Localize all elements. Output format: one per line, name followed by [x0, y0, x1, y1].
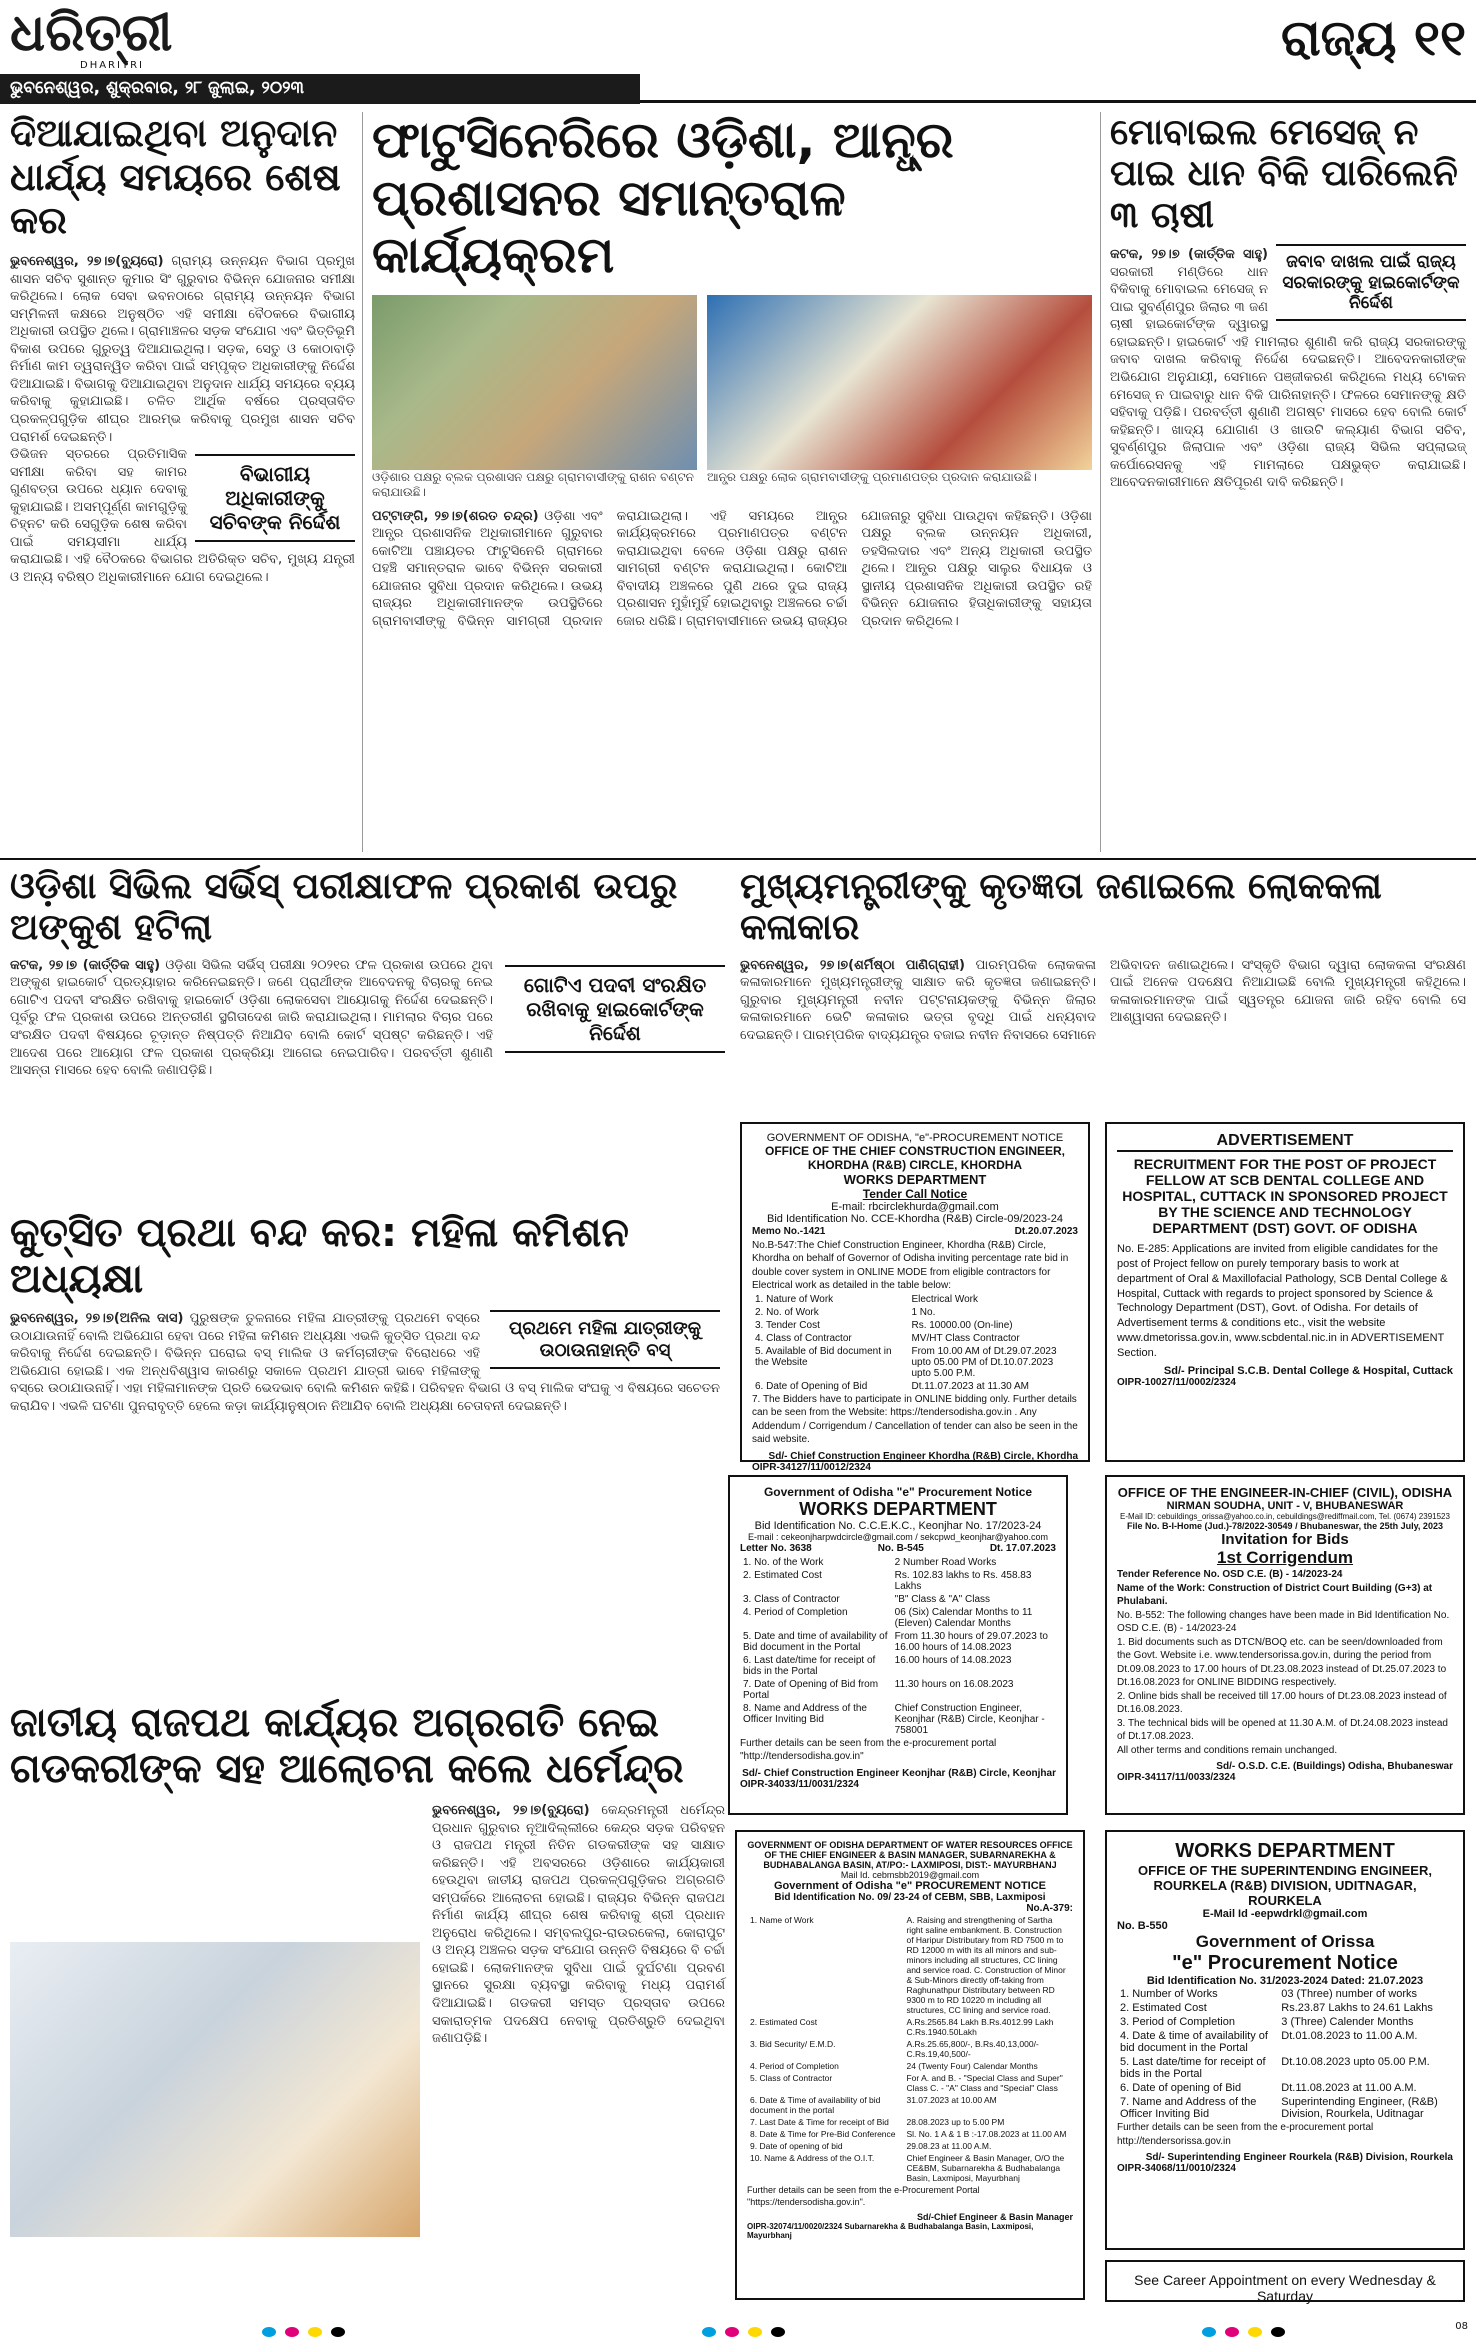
notice-eic-civil	[1105, 1475, 1465, 1815]
notice5-table-label: 4. Period of Completion	[750, 2061, 839, 2071]
story1-body	[10, 253, 355, 446]
notice4-addr: NIRMAN SOUDHA, UNIT - V, BHUBANESWAR	[1166, 1500, 1404, 1512]
notice5-table-value: For A. and B. - "Special Class and Super" Class C. - "A" Class and "Special" Class	[906, 2073, 1063, 2093]
notice5-table-value: 28.08.2023 up to 5.00 PM	[906, 2117, 1005, 2127]
notice1-table-value: From 10.00 AM of Dt.29.07.2023 upto 05.00 PM of Dt.10.07.2023 upto 5.00 P.M.	[911, 1345, 1057, 1379]
notice5-ref: OIPR-32074/11/0020/2324 Subarnarekha & Budhabalanga Basin, Laxmiposi, Mayurbhanj	[747, 2222, 1034, 2241]
notice1-table-row	[752, 1345, 1078, 1380]
notice3-table-row	[740, 1702, 1056, 1737]
notice6-footer: Further details can be seen from the e-procurement portal http://tendersorissa.gov.in	[1117, 2122, 1374, 2147]
notice6-sign: Sd/- Superintending Engineer Rourkela (R&B) Division, Rourkela	[1145, 2152, 1453, 2163]
story7-dateline: ଭୁବନେଶ୍ୱର, ୨୭।୭(ବ୍ୟୁରୋ)	[432, 1803, 590, 1818]
notice3-table-row	[740, 1556, 1056, 1569]
notice5-table-value: Sl. No. 1 A & 1 B :-17.08.2023 at 11.00 AM	[906, 2129, 1067, 2139]
notice5-bid-id: Bid Identification No. 09/ 23-24 of CEBM, SBB, Laxmiposi	[774, 1892, 1046, 1903]
story6-text: ପୁରୁଷଙ୍କ ତୁଳନାରେ ମହିଳା ଯାତ୍ରୀଙ୍କୁ ପ୍ରଥମେ ବସ୍‌ରେ ଉଠାଯାଉନାହିଁ ବୋଲି ଅଭିଯୋଗ ହେବା ପରେ ମହିଳା କମିଶନ ଅଧ୍ୟକ୍ଷା ଏଭଳି କୁତ୍ସିତ ପ୍ରଥା ବନ୍ଦ କରିବାକୁ ନିର୍ଦ୍ଦେଶ ଦେଇଛନ୍ତି। ବିଭିନ୍ନ ଘରୋଇ ବସ୍ ମାଲିକ ଓ କର୍ମଚାରୀଙ୍କ ବିରୋଧରେ ଏହି ଅଭିଯୋଗ ହୋଇଛି। ଏକ ଅନ୍ଧବିଶ୍ୱାସ କାରଣରୁ ସକାଳେ ପ୍ରଥମ ଯାତ୍ରୀ ଭାବେ ମହିଳାଙ୍କୁ ବସ୍‌ରେ ଉଠାଯାଉନାହିଁ। ଏହା ମହିଳାମାନଙ୍କ ପ୍ରତି ଭେଦଭାବ ବୋଲି କମିଶନ କହିଛି। ପରିବହନ ବିଭାଗ ଓ ବସ୍ ମାଲିକ ସଂଘକୁ ଏ ବିଷୟରେ ସଚେତନ କରାଯିବ। ଏଭଳି ଘଟଣା ପୁନରାବୃତ୍ତି ହେଲେ କଡ଼ା କାର୍ଯ୍ୟାନୁଷ୍ଠାନ ନିଆଯିବ ବୋଲି ଅଧ୍ୟକ୍ଷା ଚେତାବନୀ ଦେଇଛନ୍ତି।	[10, 1311, 720, 1414]
notice3-title1: Government of Odisha "e" Procurement Notice	[763, 1485, 1033, 1499]
notice6-bid-id: Bid Identification No. 31/2023-2024 Dated: 21.07.2023	[1146, 1975, 1424, 1987]
notice5-table-value: 31.07.2023 at 10.00 AM	[906, 2095, 997, 2105]
notice5-table-row	[747, 2016, 1073, 2038]
notice6-table-label: 7. Name and Address of the Officer Inviting Bid	[1120, 2096, 1257, 2120]
story4-body	[10, 957, 493, 1080]
notice3-table-value: From 11.30 hours of 29.07.2023 to 16.00 hours of 14.08.2023	[894, 1630, 1048, 1653]
notice6-table-row	[1117, 2001, 1453, 2015]
notice1-ref: OIPR-34127/11/0012/2324	[752, 1461, 871, 1473]
notice2-title: ADVERTISEMENT	[1117, 1132, 1453, 1152]
story-paddy-farmers	[1110, 112, 1466, 852]
notice1-table-row	[752, 1332, 1078, 1345]
notice5-table-label: 10. Name & Address of the O.I.T.	[750, 2153, 875, 2163]
story2-body	[372, 508, 1092, 888]
notice5-table-label: 5. Class of Contractor	[750, 2073, 833, 2083]
notice3-table-value: 11.30 hours on 16.08.2023	[894, 1678, 1014, 1690]
story-national-highway	[10, 1700, 725, 2310]
notice6-table-value: Dt.11.08.2023 at 11.00 A.M.	[1281, 2082, 1417, 2094]
notice5-table-value: Chief Engineer & Basin Manager, O/O the CE&BM, Subarnarekha & Budhabalanga Basin, Laxmiposi, Mayurbhanj	[906, 2153, 1065, 2183]
notice5-table-label: 7. Last Date & Time for receipt of Bid	[750, 2117, 889, 2127]
story4-dateline: କଟକ, ୨୭।୭ (କାର୍ତ୍ତିକ ସାହୁ)	[10, 957, 161, 973]
page-number: 08	[1455, 2321, 1468, 2332]
notice5-table-row	[747, 2128, 1073, 2140]
notice6-table-label: 1. Number of Works	[1120, 1988, 1218, 2000]
notice3-table-row	[740, 1593, 1056, 1606]
notice6-table-value: Dt.01.08.2023 to 11.00 A.M.	[1281, 2030, 1418, 2042]
notice3-footer: Further details can be seen from the e-procurement portal "http://tendersodisha.gov.in"	[740, 1737, 997, 1762]
notice3-table-label: 2. Estimated Cost	[743, 1569, 822, 1581]
yellow-mark	[1248, 2327, 1262, 2337]
story5-text: ପାରମ୍ପରିକ ଲୋକକଳା କଳାକାରମାନେ ମୁଖ୍ୟମନ୍ତ୍ରୀଙ୍କୁ ସାକ୍ଷାତ କରି କୃତଜ୍ଞତା ଜଣାଇଛନ୍ତି। ଗୁରୁବାର ମୁଖ୍ୟମନ୍ତ୍ରୀ ନବୀନ ପଟ୍ଟନାୟକଙ୍କୁ ବିଭିନ୍ନ ଜିଲାର କଳାକାରମାନେ ଭେଟି କଳାକାର ଭତ୍ତା ବୃଦ୍ଧି ପାଇଁ ଧନ୍ୟବାଦ ଦେଇଛନ୍ତି। ପାରମ୍ପରିକ ବାଦ୍ୟଯନ୍ତ୍ର ବଜାଇ ନବୀନ ନିବାସରେ ସେମାନେ ଅଭିବାଦନ ଜଣାଇଥିଲେ। ସଂସ୍କୃତି ବିଭାଗ ଦ୍ୱାରା ଲୋକକଳା ସଂରକ୍ଷଣ ପାଇଁ ଅନେକ ପଦକ୍ଷେପ ନିଆଯାଇଛି ବୋଲି ମୁଖ୍ୟମନ୍ତ୍ରୀ କହିଥିଲେ। କଳାକାରମାନଙ୍କ ପାଇଁ ସ୍ୱତନ୍ତ୍ର ଯୋଜନା ଜାରି ରହିବ ବୋଲି ସେ ଆଶ୍ୱାସନା ଦେଇଛନ୍ତି।	[740, 957, 1466, 1043]
notice1-title2: OFFICE OF THE CHIEF CONSTRUCTION ENGINEER, KHORDHA (R&B) CIRCLE, KHORDHA	[764, 1144, 1065, 1172]
black-mark	[1271, 2327, 1285, 2337]
notice5-title1: GOVERNMENT OF ODISHA DEPARTMENT OF WATER RESOURCES OFFICE OF THE CHIEF ENGINEER & BASIN MANAGER, SUBARNAREKHA & BUDHABALANGA BASIN, AT/PO:- LAXMIPOSI, DIST:- MAYURBHANJ	[747, 1840, 1073, 1870]
notice6-heading1: Government of Orissa	[1195, 1932, 1375, 1951]
notice5-heading: Government of Odisha "e" PROCUREMENT NOTICE	[773, 1880, 1046, 1892]
notice6-table-value: Superintending Engineer, (R&B) Division, Rourkela, Uditnagar	[1281, 2096, 1438, 2120]
notice1-footer: 7. The Bidders have to participate in ONLINE bidding only. Further details can be seen from the Website: https://tendersodisha.gov.in . Any Addendum / Corrigendum / Cancellation of tender can also be seen in the said website.	[752, 1393, 1078, 1445]
career-strip: See Career Appointment on every Wednesday & Saturday	[1105, 2260, 1465, 2302]
notice3-table-label: 8. Name and Address of the Officer Inviting Bid	[743, 1702, 867, 1725]
notice5-email: Mail Id. cebmsbb2019@gmail.com	[840, 1870, 980, 1880]
notice3-table-value: 2 Number Road Works	[894, 1556, 997, 1568]
logo-sub: DHARITRI	[80, 60, 144, 71]
story7-text: କେନ୍ଦ୍ରମନ୍ତ୍ରୀ ଧର୍ମେନ୍ଦ୍ର ପ୍ରଧାନ ଗୁରୁବାର ନୂଆଦିଲ୍ଲୀରେ କେନ୍ଦ୍ର ସଡ଼କ ପରିବହନ ଓ ରାଜପଥ ମନ୍ତ୍ରୀ ନିତିନ ଗଡକରୀଙ୍କ ସହ ସାକ୍ଷାତ କରିଛନ୍ତି। ଏହି ଅବସରରେ ଓଡ଼ିଶାରେ କାର୍ଯ୍ୟକାରୀ ହେଉଥିବା ଜାତୀୟ ରାଜପଥ ପ୍ରକଳ୍ପଗୁଡ଼ିକର ଅଗ୍ରଗତି ସମ୍ପର୍କରେ ଆଲୋଚନା ହୋଇଛି। ରାଜ୍ୟର ବିଭିନ୍ନ ରାଜପଥ ନିର୍ମାଣ କାର୍ଯ୍ୟ ଶୀଘ୍ର ଶେଷ କରିବାକୁ ଶ୍ରୀ ପ୍ରଧାନ ଅନୁରୋଧ କରିଥିଲେ। ସମ୍ବଲପୁର-ରାଉରକେଲା, କୋରାପୁଟ ଓ ଅନ୍ୟ ଅଞ୍ଚଳର ସଡ଼କ ସଂଯୋଗ ଉନ୍ନତି ବିଷୟରେ ବି ଚର୍ଚ୍ଚା ହୋଇଛି। ଲୋକମାନଙ୍କ ସୁବିଧା ପାଇଁ ଦୁର୍ଘଟଣା ପ୍ରବଣ ସ୍ଥାନରେ ସୁରକ୍ଷା ବ୍ୟବସ୍ଥା କରିବାକୁ ମଧ୍ୟ ପରାମର୍ଶ ଦିଆଯାଇଛି। ଗଡକରୀ ସମସ୍ତ ପ୍ରସ୍ତାବ ଉପରେ ସକାରାତ୍ମକ ପଦକ୍ଷେପ ନେବାକୁ ପ୍ରତିଶ୍ରୁତି ଦେଇଥିବା ଜଣାପଡ଼ିଛି।	[432, 1803, 725, 2047]
notice5-table-label: 2. Estimated Cost	[750, 2017, 818, 2027]
notice-keonjhar-works	[728, 1475, 1068, 1815]
notice3-table-value: "B" Class & "A" Class	[894, 1593, 991, 1605]
notice5-table-label: 6. Date & Time of availability of bid document in the portal	[750, 2095, 881, 2115]
notice1-table-row	[752, 1319, 1078, 1332]
yellow-mark	[748, 2327, 762, 2337]
story3-text: ସରକାରୀ ମଣ୍ଡିରେ ଧାନ ବିକିବାକୁ ମୋବାଇଲ ମେସେଜ୍ ନ ପାଇ ସୁବର୍ଣ୍ଣପୁର ଜିଲାର ୩ ଜଣ ଚାଷୀ ହାଇକୋର୍ଟଙ୍କ ଦ୍ୱାରସ୍ଥ ହୋଇଛନ୍ତି। ହାଇକୋର୍ଟ ଏହି ମାମଲାର ଶୁଣାଣି କରି ରାଜ୍ୟ ସରକାରଙ୍କୁ ଜବାବ ଦାଖଲ କରିବାକୁ ନିର୍ଦ୍ଦେଶ ଦେଇଛନ୍ତି। ଆବେଦନକାରୀଙ୍କ ଅଭିଯୋଗ ଅନୁଯାୟୀ, ସେମାନେ ପଞ୍ଜୀକରଣ କରିଥିଲେ ମଧ୍ୟ ଟୋକନ ମେସେଜ୍ ନ ପାଇବାରୁ ଧାନ ବିକି ପାରିନାହାନ୍ତି। ଫଳରେ ସେମାନଙ୍କୁ କ୍ଷତି ସହିବାକୁ ପଡ଼ିଛି। ପରବର୍ତ୍ତୀ ଶୁଣାଣି ଅଗଷ୍ଟ ମାସରେ ହେବ ବୋଲି କୋର୍ଟ କହିଛନ୍ତି। ଖାଦ୍ୟ ଯୋଗାଣ ଓ ଖାଉଟି କଲ୍ୟାଣ ବିଭାଗ ସଚିବ, ସୁବର୍ଣ୍ଣପୁର ଜିଲାପାଳ ଏବଂ ଓଡ଼ିଶା ରାଜ୍ୟ ସିଭିଲ ସପ୍ଲାଇଜ୍ କର୍ପୋରେସନକୁ ଏହି ମାମଲାରେ ପକ୍ଷଭୁକ୍ତ କରାଯାଇଛି। ଆବେଦନକାରୀମାନେ କ୍ଷତିପୂରଣ ଦାବି କରିଛନ୍ତି।	[1110, 264, 1466, 491]
notice3-table-row	[740, 1654, 1056, 1678]
notice5-footer: Further details can be seen from the e-Procurement Portal "https://tendersodisha.gov.in".	[747, 2185, 980, 2208]
notice1-table-label: 5. Available of Bid document in the Website	[755, 1345, 892, 1368]
notice2-heading: RECRUITMENT FOR THE POST OF PROJECT FELLOW AT SCB DENTAL COLLEGE AND HOSPITAL, CUTTACK IN SPONSORED PROJECT BY THE SCIENCE AND TECHNOLOGY DEPARTMENT (DST) GOVT. OF ODISHA	[1122, 1156, 1448, 1236]
notice-khordha-tender	[740, 1122, 1090, 1473]
notice5-table-value: 29.08.23 at 11.00 A.M.	[906, 2141, 992, 2151]
notice3-email: E-mail : cekeonjharpwdcircle@gmail.com / sekcpwd_keonjhar@yahoo.com	[748, 1532, 1048, 1542]
notice1-body: No.B-547:The Chief Construction Engineer, Khordha (R&B) Circle, Khordha on behalf of Governor of Odisha inviting percentage rate bid in double cover system in ONLINE MODE from eligible contractors for Electrical work as detailed in the table below:	[752, 1239, 1069, 1291]
notice6-table-row	[1117, 2095, 1453, 2121]
notice2-sign: Sd/- Principal S.C.B. Dental College & Hospital, Cuttack	[1163, 1364, 1453, 1377]
notice3-date: Dt. 17.07.2023	[989, 1543, 1056, 1554]
notice4-footer: All other terms and conditions remain unchanged.	[1117, 1744, 1338, 1756]
notice5-table-value: A.Rs.25.65,800/-, B.Rs.40,13,000/- C.Rs.19,40,500/-	[906, 2039, 1039, 2059]
story4-text: ଓଡ଼ିଶା ସିଭିଲ ସର୍ଭିସ୍ ପରୀକ୍ଷା ୨୦୨୧ର ଫଳ ପ୍ରକାଶ ଉପରେ ଥିବା ଅଙ୍କୁଶ ହାଇକୋର୍ଟ ପ୍ରତ୍ୟାହାର କରିନେଇଛନ୍ତି। ଜଣେ ପ୍ରାର୍ଥୀଙ୍କ ଆବେଦନକୁ ବିଚାରକୁ ନେଇ ଗୋଟିଏ ପଦବୀ ସଂରକ୍ଷିତ ରଖିବାକୁ ହାଇକୋର୍ଟ ଓଡ଼ିଶା ଲୋକସେବା ଆୟୋଗକୁ ନିର୍ଦ୍ଦେଶ ଦେଇଛନ୍ତି। ପୂର୍ବରୁ ଫଳ ପ୍ରକାଶ ଉପରେ ଅନ୍ତରୀଣ ସ୍ଥଗିତାଦେଶ ଜାରି କରାଯାଇଥିଲା। ମାମଲାର ବିଚାର ପରେ ସଂରକ୍ଷିତ ପଦବୀ ବିଷୟରେ ଚୂଡ଼ାନ୍ତ ନିଷ୍ପତ୍ତି ନିଆଯିବ ବୋଲି କୋର୍ଟ ସ୍ପଷ୍ଟ କରିଛନ୍ତି। ଏହି ଆଦେଶ ପରେ ଆୟୋଗ ଫଳ ପ୍ରକାଶ ପ୍ରକ୍ରିୟା ଆଗେଇ ନେଇପାରିବ। ପରବର୍ତ୍ତୀ ଶୁଣାଣି ଆସନ୍ତା ମାସରେ ହେବ ବୋଲି ଜଣାପଡ଼ିଛି।	[10, 957, 493, 1079]
print-footer	[0, 2318, 1476, 2339]
notice6-table-row	[1117, 2055, 1453, 2081]
notice3-side: No. B-545	[877, 1543, 924, 1554]
notice3-letter: Letter No. 3638	[740, 1543, 812, 1554]
notice1-table-value: Rs. 10000.00 (On-line)	[911, 1319, 1013, 1331]
notice3-table-value: 16.00 hours of 14.08.2023	[894, 1654, 1012, 1666]
notice3-table-value: 06 (Six) Calendar Months to 11 (Eleven) Calendar Months	[894, 1606, 1033, 1629]
story4-callout: ଗୋଟିଏ ପଦବୀ ସଂରକ୍ଷିତ ରଖିବାକୁ ହାଇକୋର୍ଟଙ୍କ ନିର୍ଦ୍ଦେଶ	[505, 965, 725, 1053]
notice1-table-row	[752, 1380, 1078, 1393]
notice1-table-value: 1 No.	[911, 1306, 936, 1318]
notice5-table-value: A. Raising and strengthening of Sartha right saline embankment. B. Construction of Haripur Distributary from RD 7500 m to RD 12000 m with its all minors and sub-minors including all structures, CC lining and service road. C. Construction of Minor & Sub-Minors directly off-taking from Raghunathpur Distributary between RD 9300 m to RD 10220 m including all structures, CC lining and service road.	[906, 1915, 1066, 2015]
notice5-side: No.A-379:	[1026, 1903, 1073, 1914]
story2-dateline: ପଟ୍ଟାଙ୍ଗି, ୨୭।୭(ଶରତ ଚନ୍ଦ୍ର)	[372, 508, 539, 524]
notice5-table-value: 24 (Twenty Four) Calendar Months	[906, 2061, 1038, 2071]
notice6-table-label: 4. Date & time of availability of bid document in the Portal	[1120, 2030, 1268, 2054]
notice4-fileno: File No. B-I-Home (Jud.)-78/2022-30549 / Bhubaneswar, the 25th July, 2023	[1127, 1521, 1443, 1531]
notice1-table-label: 3. Tender Cost	[755, 1319, 820, 1331]
notice5-table-row	[747, 1914, 1073, 2016]
notice1-table-value: Dt.11.07.2023 at 11.30 AM	[911, 1380, 1029, 1392]
notice1-sub: Tender Call Notice	[862, 1187, 968, 1201]
cyan-mark	[262, 2327, 276, 2337]
notice1-table	[752, 1293, 1078, 1393]
story3-dateline: କଟକ, ୨୭।୭ (କାର୍ତ୍ତିକ ସାହୁ)	[1110, 247, 1268, 263]
color-marks-center	[700, 2322, 787, 2341]
notice3-table-value: Rs. 102.83 lakhs to Rs. 458.83 Lakhs	[894, 1569, 1032, 1592]
story5-body	[740, 957, 1466, 1045]
notice6-table-value: 3 (Three) Calender Months	[1281, 2016, 1414, 2028]
notice3-table-label: 7. Date of Opening of Bid from Portal	[743, 1678, 879, 1701]
notice6-table-value: Dt.10.08.2023 upto 05.00 P.M.	[1281, 2056, 1430, 2068]
notice1-title1: GOVERNMENT OF ODISHA, "e"-PROCUREMENT NOTICE	[766, 1132, 1064, 1144]
story-fatusineri	[372, 112, 1092, 852]
notice1-table-row	[752, 1306, 1078, 1319]
yellow-mark	[308, 2327, 322, 2337]
notice6-table-value: Rs.23.87 Lakhs to 24.61 Lakhs	[1281, 2002, 1433, 2014]
notice5-sign: Sd/-Chief Engineer & Basin Manager	[916, 2212, 1073, 2223]
notice4-title1: OFFICE OF THE ENGINEER-IN-CHIEF (CIVIL), ODISHA	[1117, 1485, 1453, 1500]
black-mark	[331, 2327, 345, 2337]
notice3-table-label: 3. Class of Contractor	[743, 1593, 840, 1605]
story-grant-review	[10, 112, 355, 852]
notice3-table-row	[740, 1678, 1056, 1702]
notice1-bid-id: Bid Identification No. CCE-Khordha (R&B) Circle-09/2023-24	[767, 1213, 1063, 1225]
story3-callout: ଜବାବ ଦାଖଲ ପାଇଁ ରାଜ୍ୟ ସରକାରଙ୍କୁ ହାଇକୋର୍ଟଙ୍କ ନିର୍ଦ୍ଦେଶ	[1276, 244, 1466, 321]
notice6-table-label: 2. Estimated Cost	[1120, 2002, 1207, 2014]
notice1-email: E-mail: rbcirclekhurda@gmail.com	[831, 1201, 999, 1213]
notice6-table-row	[1117, 1987, 1453, 2001]
story1-dateline: ଭୁବନେଶ୍ୱର, ୨୭।୭(ବ୍ୟୁରୋ)	[10, 254, 164, 270]
notice5-table-row	[747, 2116, 1073, 2128]
story7-body	[432, 1802, 725, 2237]
notice6-table-row	[1117, 2029, 1453, 2055]
masthead-logo	[10, 2, 250, 76]
story4-headline: ଓଡ଼ିଶା ସିଭିଲ ସର୍ଭିସ୍ ପରୀକ୍ଷାଫଳ ପ୍ରକାଶ ଉପରୁ ଅଙ୍କୁଶ ହଟିଲା	[10, 866, 678, 949]
notice-rourkela-works	[1105, 1830, 1465, 2250]
story1-headline: ଦିଆଯାଇଥିବା ଅନୁଦାନ ଧାର୍ଯ୍ୟ ସମୟରେ ଶେଷ କର	[10, 111, 341, 243]
story7-headline: ଜାତୀୟ ରାଜପଥ କାର୍ଯ୍ୟର ଅଗ୍ରଗତି ନେଇ ଗଡକରୀଙ୍କ ସହ ଆଲୋଚନା କଲେ ଧର୍ମେନ୍ଦ୍ର	[10, 1700, 684, 1792]
notice1-table-label: 4. Class of Contractor	[755, 1332, 852, 1344]
story1-body2: ଡିଭିଜନ ସ୍ତରରେ ପ୍ରତିମାସିକ ସମୀକ୍ଷା କରିବା ସହ କାମର ଗୁଣବତ୍ତା ଉପରେ ଧ୍ୟାନ ଦେବାକୁ କୁହାଯାଇଛି। ଅସମ୍ପୂର୍ଣ୍ଣ କାମଗୁଡ଼ିକୁ ଚିହ୍ନଟ କରି ସେଗୁଡ଼ିକ ଶେଷ କରିବା ପାଇଁ ସମୟସୀମା ଧାର୍ଯ୍ୟ କରାଯାଇଛି। ଏହି ବୈଠକରେ ବିଭାଗର ଅତିରିକ୍ତ ସଚିବ, ମୁଖ୍ୟ ଯନ୍ତ୍ରୀ ଓ ଅନ୍ୟ ବରିଷ୍ଠ ଅଧିକାରୀମାନେ ଯୋଗ ଦେଇଥିଲେ।	[10, 447, 355, 585]
notice6-table-label: 6. Date of opening of Bid	[1120, 2082, 1242, 2094]
notice3-table-row	[740, 1606, 1056, 1630]
notice5-table	[747, 1914, 1073, 2184]
notice6-dept: WORKS DEPARTMENT	[1175, 1840, 1395, 1862]
notice6-heading2: "e" Procurement Notice	[1172, 1952, 1398, 1974]
notice1-table-label: 1. Nature of Work	[755, 1293, 834, 1305]
notice4-item-3: 3. The technical bids will be opened at 11.30 A.M. of Dt.24.08.2023 instead of Dt.17.08.2023.	[1117, 1717, 1448, 1742]
notice5-table-label: 8. Date & Time for Pre-Bid Conference	[750, 2129, 896, 2139]
notice3-table-label: 4. Period of Completion	[743, 1606, 848, 1618]
story2-headline: ଫାଟୁସିନେରିରେ ଓଡ଼ିଶା, ଆନ୍ଧ୍ର ପ୍ରଶାସନର ସମାନ୍ତରାଳ କାର୍ଯ୍ୟକ୍ରମ	[372, 111, 954, 284]
story6-dateline: ଭୁବନେଶ୍ୱର, ୨୭।୭(ଅନିଲ ଦାସ)	[10, 1311, 184, 1326]
notice4-email: E-Mail ID: cebuildings_orissa@yahoo.co.in, cebuildings@rediffmail.com, Tel. (0674) 2391523	[1120, 1512, 1450, 1521]
notice6-table-row	[1117, 2015, 1453, 2029]
notice1-dept: WORKS DEPARTMENT	[843, 1172, 987, 1187]
notice3-table-label: 6. Last date/time for receipt of bids in the Portal	[743, 1654, 876, 1677]
story6-headline: କୁତ୍ସିତ ପ୍ରଥା ବନ୍ଦ କର: ମହିଳା କମିଶନ ଅଧ୍ୟକ୍ଷା	[10, 1210, 629, 1302]
notice-scb-dental	[1105, 1122, 1465, 1462]
story-folk-artists	[740, 866, 1466, 1116]
notice2-body: No. E-285: Applications are invited from eligible candidates for the post of Project fellow on purely temporary basis to work at department of Oral & Maxillofacial Pathology, SCB Dental College & Hospital, Cuttack with regards to project sponsored by Science & Technology Department (DST), Govt. of Odisha. For details of Advertisement terms & conditions etc., visit the website www.dmetorissa.gov.in, www.scbdental.nic.in in ADVERTISEMENT Section.	[1117, 1243, 1448, 1359]
notice6-email: E-Mail Id -eepwdrkl@gmail.com	[1202, 1908, 1368, 1920]
notice5-table-row	[747, 2140, 1073, 2152]
notice5-table-label: 3. Bid Security/ E.M.D.	[750, 2039, 836, 2049]
notice5-table-value: A.Rs.2565.84 Lakh B.Rs.4012.99 Lakh C.Rs.1940.50Lakh	[906, 2017, 1054, 2037]
story2-caption-right: ଆନ୍ଧ୍ର ପକ୍ଷରୁ ଲୋକ ଗ୍ରାମବାସୀଙ୍କୁ ପ୍ରମାଣପତ୍ର ପ୍ରଦାନ କରାଯାଉଛି।	[707, 469, 1037, 484]
notice1-table-label: 2. No. of Work	[755, 1306, 819, 1318]
photo-gadkari-pradhan	[10, 1942, 420, 2237]
notice5-table-row	[747, 2094, 1073, 2116]
cyan-mark	[702, 2327, 716, 2337]
logo-text: ଧରିତ୍ରୀ	[10, 2, 173, 63]
notice1-table-value: Electrical Work	[911, 1293, 978, 1305]
masthead-rule	[640, 100, 1476, 103]
story5-dateline: ଭୁବନେଶ୍ୱର, ୨୭।୭(ଶର୍ମିଷ୍ଠା ପାଣିଗ୍ରାହୀ)	[740, 957, 965, 973]
notice3-dept: WORKS DEPARTMENT	[799, 1499, 997, 1519]
notice5-table-label: 1. Name of Work	[750, 1915, 814, 1925]
magenta-mark	[1225, 2327, 1239, 2337]
notice1-table-label: 6. Date of Opening of Bid	[755, 1380, 868, 1392]
notice3-table-value: Chief Construction Engineer, Keonjhar (R&B) Circle, Keonjhar - 758001	[894, 1702, 1045, 1736]
notice6-table-value: 03 (Three) number of works	[1281, 1988, 1417, 2000]
notice5-table-row	[747, 2072, 1073, 2094]
row-rule	[0, 858, 1476, 860]
notice6-side: No. B-550	[1117, 1920, 1168, 1932]
notice3-sign: Sd/- Chief Construction Engineer Keonjhar (R&B) Circle, Keonjhar	[742, 1767, 1056, 1779]
column-divider	[1100, 112, 1101, 852]
color-marks-right	[1200, 2322, 1287, 2341]
notice5-table-row	[747, 2152, 1073, 2184]
notice4-item-2: 2. Online bids shall be received till 17.00 hours of Dt.23.08.2023 instead of Dt.16.08.2023.	[1117, 1690, 1447, 1715]
notice6-title1: OFFICE OF THE SUPERINTENDING ENGINEER, ROURKELA (R&B) DIVISION, UDITNAGAR, ROURKELA	[1138, 1863, 1432, 1908]
notice3-table-label: 1. No. of the Work	[743, 1556, 824, 1568]
story5-headline: ମୁଖ୍ୟମନ୍ତ୍ରୀଙ୍କୁ କୃତଜ୍ଞତା ଜଣାଇଲେ ଲୋକକଳା କଳାକାର	[740, 866, 1382, 949]
notice6-table-label: 3. Period of Completion	[1120, 2016, 1235, 2028]
black-mark	[771, 2327, 785, 2337]
notice4-ref: OIPR-34117/11/0033/2324	[1117, 1772, 1236, 1783]
notice5-table-label: 9. Date of opening of bid	[750, 2141, 843, 2151]
story-ocs-result	[10, 866, 725, 1196]
notice6-table-label: 5. Last date/time for receipt of bids in the Portal	[1120, 2056, 1266, 2080]
photo-andhra-certificate	[707, 295, 1092, 470]
notice6-table	[1117, 1987, 1453, 2121]
notice5-table-row	[747, 2038, 1073, 2060]
notice4-work: Name of the Work: Construction of District Court Building (G+3) at Phulabani.	[1117, 1582, 1433, 1607]
notice3-table-label: 5. Date and time of availability of Bid document in the Portal	[743, 1630, 888, 1653]
story2-caption-left: ଓଡ଼ିଶାର ପକ୍ଷରୁ ବ୍ଲକ ପ୍ରଶାସନ ପକ୍ଷରୁ ଗ୍ରାମବାସୀଙ୍କୁ ରାଶନ ବଣ୍ଟନ କରାଯାଉଛି।	[372, 469, 694, 499]
story6-callout: ପ୍ରଥମେ ମହିଳା ଯାତ୍ରୀଙ୍କୁ ଉଠାଉନାହାନ୍ତି ବସ୍	[490, 1310, 720, 1369]
magenta-mark	[725, 2327, 739, 2337]
notice1-memo: Memo No.-1421	[752, 1226, 826, 1237]
notice4-item-1: 1. Bid documents such as DTCN/BOQ etc. can be seen/downloaded from the Govt. Website i.e. www.tendersorissa.gov.in, during the period from Dt.09.08.2023 to 17.00 hours of Dt.23.08.2023 instead of Dt.25.07.2023 to Dt.16.08.2023 for ONLINE BIDDING respectively.	[1117, 1636, 1447, 1688]
notice4-body: No. B-552: The following changes have been made in Bid Identification No. OSD C.E. (B) - 14/2023-24	[1117, 1609, 1450, 1634]
notice5-table-row	[747, 2060, 1073, 2072]
notice1-table-value: MV/HT Class Contractor	[911, 1332, 1020, 1344]
photo-odisha-ration	[372, 295, 697, 470]
notice4-tender: Tender Reference No. OSD C.E. (B) - 14/2023-24	[1117, 1569, 1343, 1580]
section-label: ରାଜ୍ୟ ୧୧	[1280, 8, 1466, 67]
notice6-ref: OIPR-34068/11/0010/2324	[1117, 2163, 1236, 2174]
notice3-table	[740, 1556, 1056, 1737]
story2-text: ଓଡ଼ିଶା ଏବଂ ଆନ୍ଧ୍ର ପ୍ରଶାସନିକ ଅଧିକାରୀମାନେ ଗୁରୁବାର କୋଟିଆ ପଞ୍ଚାୟତର ଫାଟୁସିନେରି ଗ୍ରାମରେ ପହଞ୍ଚି ସମାନ୍ତରାଳ ଭାବେ ବିଭିନ୍ନ ସରକାରୀ ଯୋଜନାର ସୁବିଧା ପ୍ରଦାନ କରିଥିଲେ। ଉଭୟ ରାଜ୍ୟର ଅଧିକାରୀମାନଙ୍କ ଉପସ୍ଥିତିରେ ଗ୍ରାମବାସୀଙ୍କୁ ବିଭିନ୍ନ ସାମଗ୍ରୀ ପ୍ରଦାନ କରାଯାଇଥିଲା। ଏହି ସମୟରେ ଆନ୍ଧ୍ର କାର୍ଯ୍ୟକ୍ରମରେ ପ୍ରମାଣପତ୍ର ବଣ୍ଟନ କରାଯାଇଥିବା ବେଳେ ଓଡ଼ିଶା ପକ୍ଷରୁ ରାଶନ ସାମଗ୍ରୀ ବଣ୍ଟନ କରାଯାଇଥିଲା। କୋଟିଆ ବିବାଦୀୟ ଅଞ୍ଚଳରେ ପୁଣି ଥରେ ଦୁଇ ରାଜ୍ୟ ପ୍ରଶାସନ ମୁହାଁମୁହିଁ ହୋଇଥିବାରୁ ଅଞ୍ଚଳରେ ଚର୍ଚ୍ଚା ଜୋର ଧରିଛି। ଗ୍ରାମବାସୀମାନେ ଉଭୟ ରାଜ୍ୟର ଯୋଜନାରୁ ସୁବିଧା ପାଉଥିବା କହିଛନ୍ତି। ଓଡ଼ିଶା ପକ୍ଷରୁ ବ୍ଲକ ଉନ୍ନୟନ ଅଧିକାରୀ, ତହସିଲଦାର ଏବଂ ଅନ୍ୟ ଅଧିକାରୀ ଉପସ୍ଥିତ ଥିଲେ। ଆନ୍ଧ୍ର ପକ୍ଷରୁ ସାଲୁର ବିଧାୟକ ଓ ସ୍ଥାନୀୟ ପ୍ରଶାସନିକ ଅଧିକାରୀ ଉପସ୍ଥିତ ରହି ବିଭିନ୍ନ ଯୋଜନାର ହିତାଧିକାରୀଙ୍କୁ ସହାୟତା ପ୍ରଦାନ କରିଥିଲେ।	[372, 508, 1092, 629]
story1-callout: ବିଭାଗୀୟ ଅଧିକାରୀଙ୍କୁ ସଚିବଙ୍କ ନିର୍ଦ୍ଦେଶ	[195, 454, 355, 542]
notice-water-resources	[735, 1830, 1085, 2300]
notice2-ref: OIPR-10027/11/0002/2324	[1117, 1376, 1236, 1388]
notice3-bid-id: Bid Identification No. C.C.E.K.C., Keonjhar No. 17/2023-24	[754, 1520, 1042, 1532]
notice1-sign: Sd/- Chief Construction Engineer Khordha (R&B) Circle, Khordha	[768, 1450, 1078, 1462]
notice3-ref: OIPR-34033/11/0031/2324	[740, 1778, 859, 1790]
notice3-table-row	[740, 1630, 1056, 1654]
color-marks-left	[260, 2322, 347, 2341]
cyan-mark	[1202, 2327, 1216, 2337]
notice1-date: Dt.20.07.2023	[1014, 1226, 1078, 1237]
notice1-table-row	[752, 1293, 1078, 1306]
story-women-commission	[10, 1210, 720, 1690]
notice6-table-row	[1117, 2081, 1453, 2095]
notice4-sub: 1st Corrigendum	[1216, 1548, 1354, 1567]
column-divider	[362, 112, 363, 852]
notice3-table-row	[740, 1569, 1056, 1593]
dateline: ଭୁବନେଶ୍ୱର, ଶୁକ୍ରବାର, ୨୮ ଜୁଲାଇ, ୨୦୨୩	[0, 74, 640, 104]
story1-text: ଗ୍ରାମ୍ୟ ଉନ୍ନୟନ ବିଭାଗ ପ୍ରମୁଖ ଶାସନ ସଚିବ ସୁଶାନ୍ତ କୁମାର ସିଂ ଗୁରୁବାର ବିଭିନ୍ନ ଯୋଜନାର ସମୀକ୍ଷା କରିଥିଲେ। ଲୋକ ସେବା ଭବନଠାରେ ଗ୍ରାମ୍ୟ ଉନ୍ନୟନ ବିଭାଗ ସମ୍ମିଳନୀ କକ୍ଷରେ ଅନୁଷ୍ଠିତ ଏହି ସମୀକ୍ଷା ବୈଠକରେ ବିଭାଗୀୟ ଅଧିକାରୀ ଉପସ୍ଥିତ ଥିଲେ। ଗ୍ରାମାଞ୍ଚଳର ସଡ଼କ ସଂଯୋଗ ଏବଂ ଭିତ୍ତିଭୂମି ବିକାଶ ଉପରେ ଗୁରୁତ୍ୱ ଦିଆଯାଇଥିଲା। ସଡ଼କ, ସେତୁ ଓ କୋଠାବାଡ଼ି ନିର୍ମାଣ କାମ ତ୍ୱରାନ୍ୱିତ କରିବା ପାଇଁ ସମ୍ପୃକ୍ତ ଅଧିକାରୀଙ୍କୁ ନିର୍ଦ୍ଦେଶ ଦିଆଯାଇଛି। ବିଭାଗକୁ ଦିଆଯାଇଥିବା ଅନୁଦାନ ଧାର୍ଯ୍ୟ ସମୟରେ ବ୍ୟୟ କରିବାକୁ କୁହାଯାଇଛି। ଚଳିତ ଆର୍ଥିକ ବର୍ଷରେ ପ୍ରସ୍ତାବିତ ପ୍ରକଳ୍ପଗୁଡ଼ିକ ଶୀଘ୍ର ଆରମ୍ଭ କରିବାକୁ ପ୍ରମୁଖ ଶାସନ ସଚିବ ପରାମର୍ଶ ଦେଇଛନ୍ତି।	[10, 254, 356, 445]
story3-headline: ମୋବାଇଲ ମେସେଜ୍ ନ ପାଇ ଧାନ ବିକି ପାରିଲେନି ୩ ଚାଷୀ	[1110, 112, 1458, 236]
magenta-mark	[285, 2327, 299, 2337]
notice4-heading: Invitation for Bids	[1221, 1531, 1349, 1548]
notice4-sign: Sd/- O.S.D. C.E. (Buildings) Odisha, Bhubaneswar	[1216, 1761, 1453, 1772]
